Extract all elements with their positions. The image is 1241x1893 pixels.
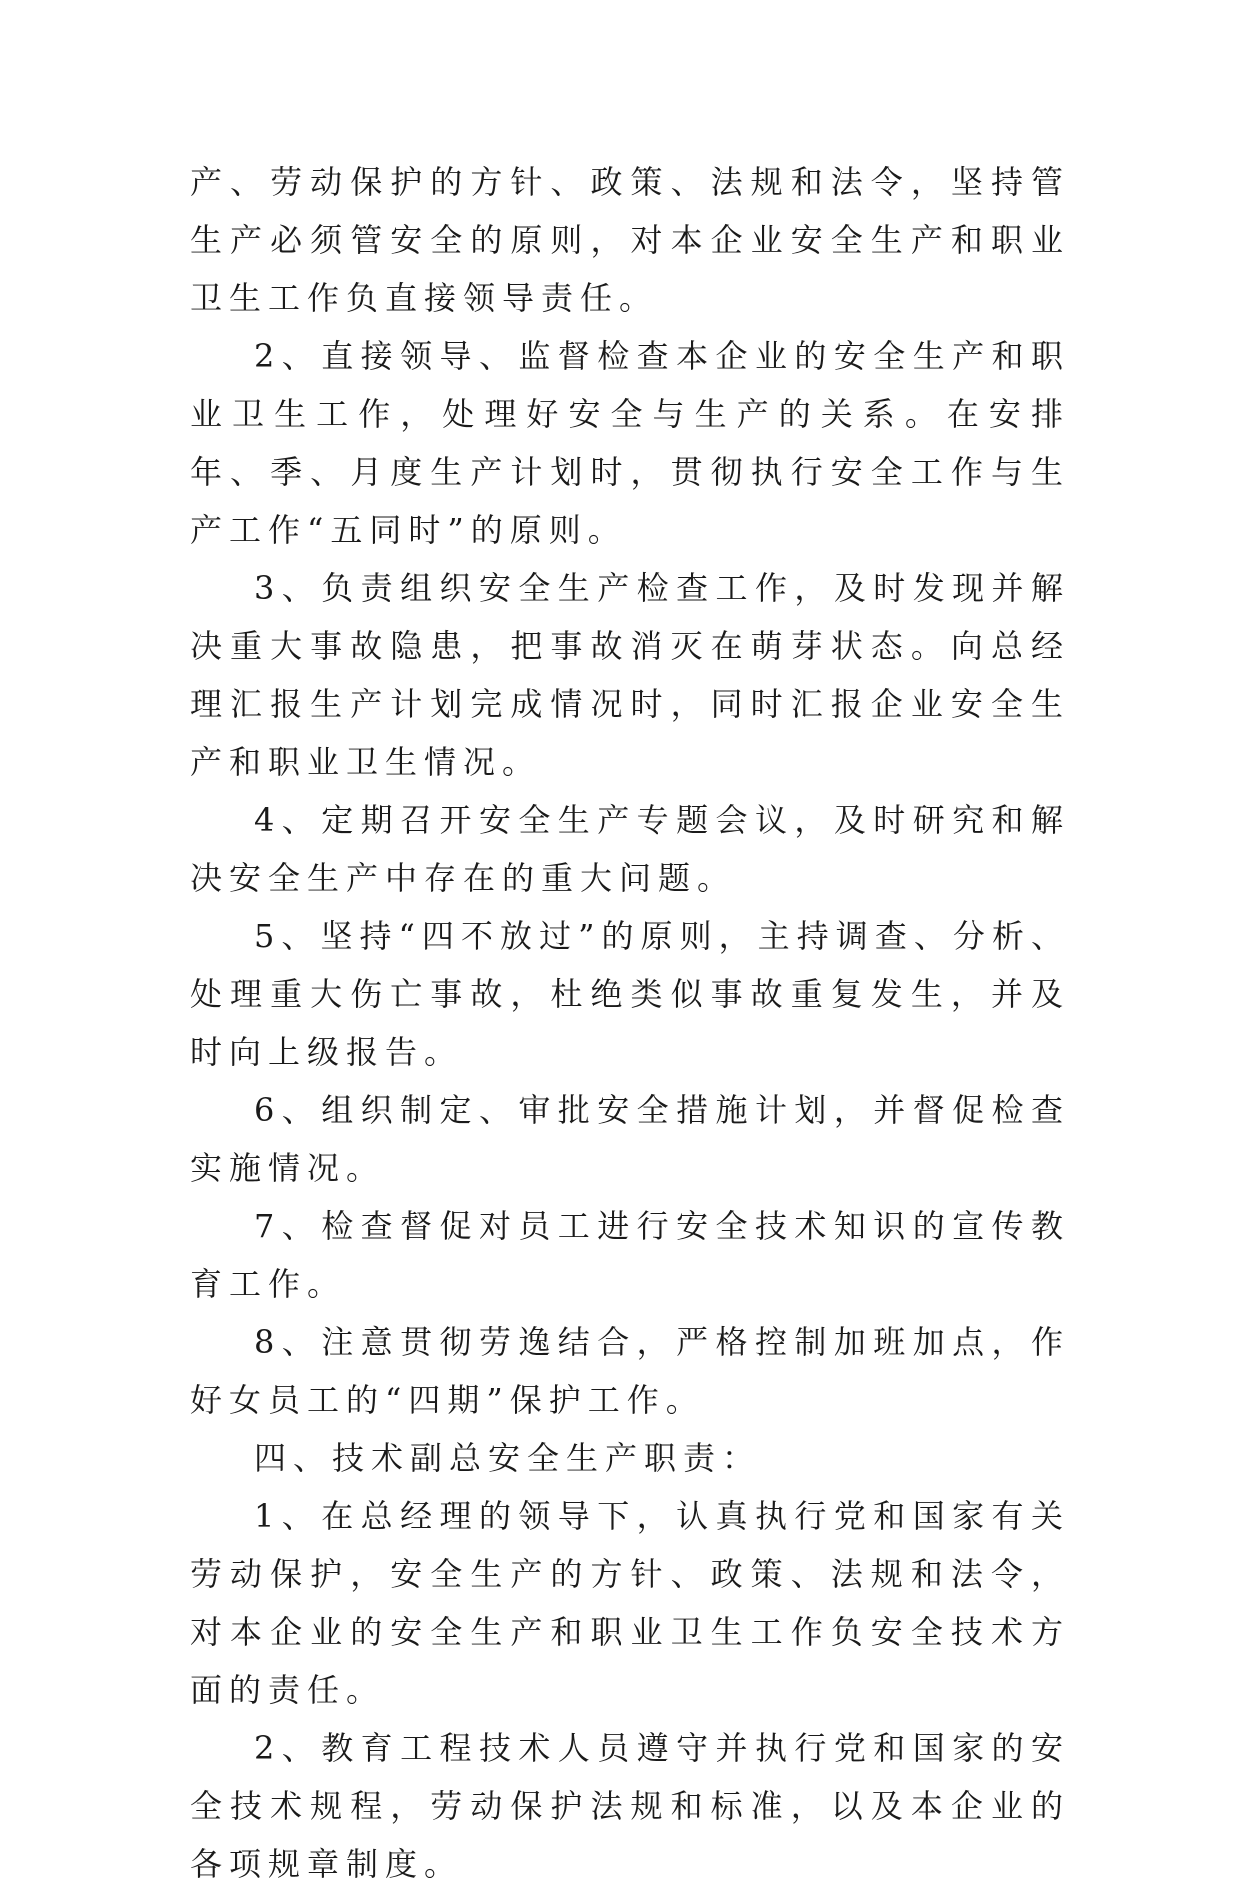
paragraph-continuation: 产、劳动保护的方针、政策、法规和法令，坚持管生产必须管安全的原则，对本企业安全生产和职业卫生工作负直接领导责任。	[190, 163, 1070, 317]
paragraph-item-4: 4、定期召开安全生产专题会议，及时研究和解决安全生产中存在的重大问题。	[190, 801, 1070, 897]
paragraph-item-2: 2、直接领导、监督检查本企业的安全生产和职业卫生工作，处理好安全与生产的关系。在安排年、季、月度生产计划时，贯彻执行安全工作与生产工作“五同时”的原则。	[190, 337, 1070, 549]
paragraph-item-5: 5、坚持“四不放过”的原则，主持调查、分析、处理重大伤亡事故，杜绝类似事故重复发生，并及时向上级报告。	[190, 917, 1070, 1071]
paragraph-item-6: 6、组织制定、审批安全措施计划，并督促检查实施情况。	[190, 1091, 1070, 1187]
section-heading: 四、技术副总安全生产职责：	[254, 1439, 762, 1477]
paragraph-section-item-1: 1、在总经理的领导下，认真执行党和国家有关劳动保护，安全生产的方针、政策、法规和法令，对本企业的安全生产和职业卫生工作负安全技术方面的责任。	[190, 1497, 1070, 1709]
document-body	[190, 153, 1070, 1893]
paragraph-item-8: 8、注意贯彻劳逸结合，严格控制加班加点，作好女员工的“四期”保护工作。	[190, 1323, 1070, 1419]
paragraph-item-3: 3、负责组织安全生产检查工作，及时发现并解决重大事故隐患，把事故消灭在萌芽状态。向总经理汇报生产计划完成情况时，同时汇报企业安全生产和职业卫生情况。	[190, 569, 1070, 781]
paragraph-section-item-2: 2、教育工程技术人员遵守并执行党和国家的安全技术规程，劳动保护法规和标准，以及本企业的各项规章制度。	[190, 1729, 1070, 1883]
paragraph-item-7: 7、检查督促对员工进行安全技术知识的宣传教育工作。	[190, 1207, 1070, 1303]
